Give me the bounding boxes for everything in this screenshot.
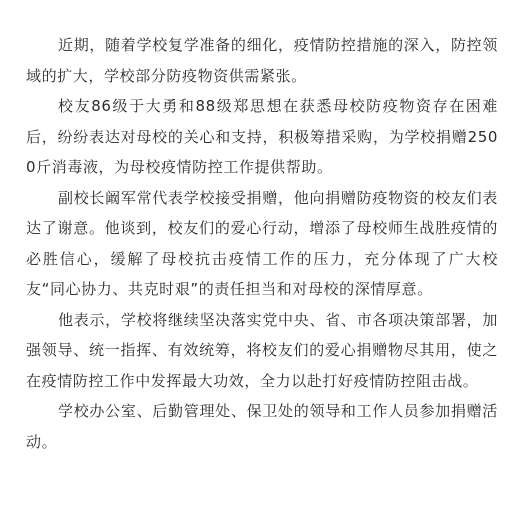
paragraph-3: 副校长阚军常代表学校接受捐赠，他向捐赠防疫物资的校友们表达了谢意。他谈到，校友们的爱心行动，增添了母校师生战胜疫情的必胜信心，缓解了母校抗击疫情工作的压力，充分体现了广大校友“同心协力、共克时艰”的责任担当和对母校的深情厚意。 [26, 188, 498, 298]
paragraph-2: 校友86级于大勇和88级郑思想在获悉母校防疫物资存在困难后，纷纷表达对母校的关心和支持，积极筹措采购，为学校捐赠2500斤消毒液，为母校疫情防控工作提供帮助。 [26, 97, 498, 176]
paragraph-4: 他表示，学校将继续坚决落实党中央、省、市各项决策部署，加强领导、统一指挥、有效统筹，将校友们的爱心捐赠物尽其用，使之在疫情防控工作中发挥最大功效，全力以赴打好疫情防控阻击战。 [26, 310, 498, 390]
paragraph-5: 学校办公室、后勤管理处、保卫处的领导和工作人员参加捐赠活动。 [26, 402, 498, 451]
paragraph-1: 近期，随着学校复学准备的细化，疫情防控措施的深入，防控领域的扩大，学校部分防疫物资供需紧张。 [26, 36, 498, 85]
